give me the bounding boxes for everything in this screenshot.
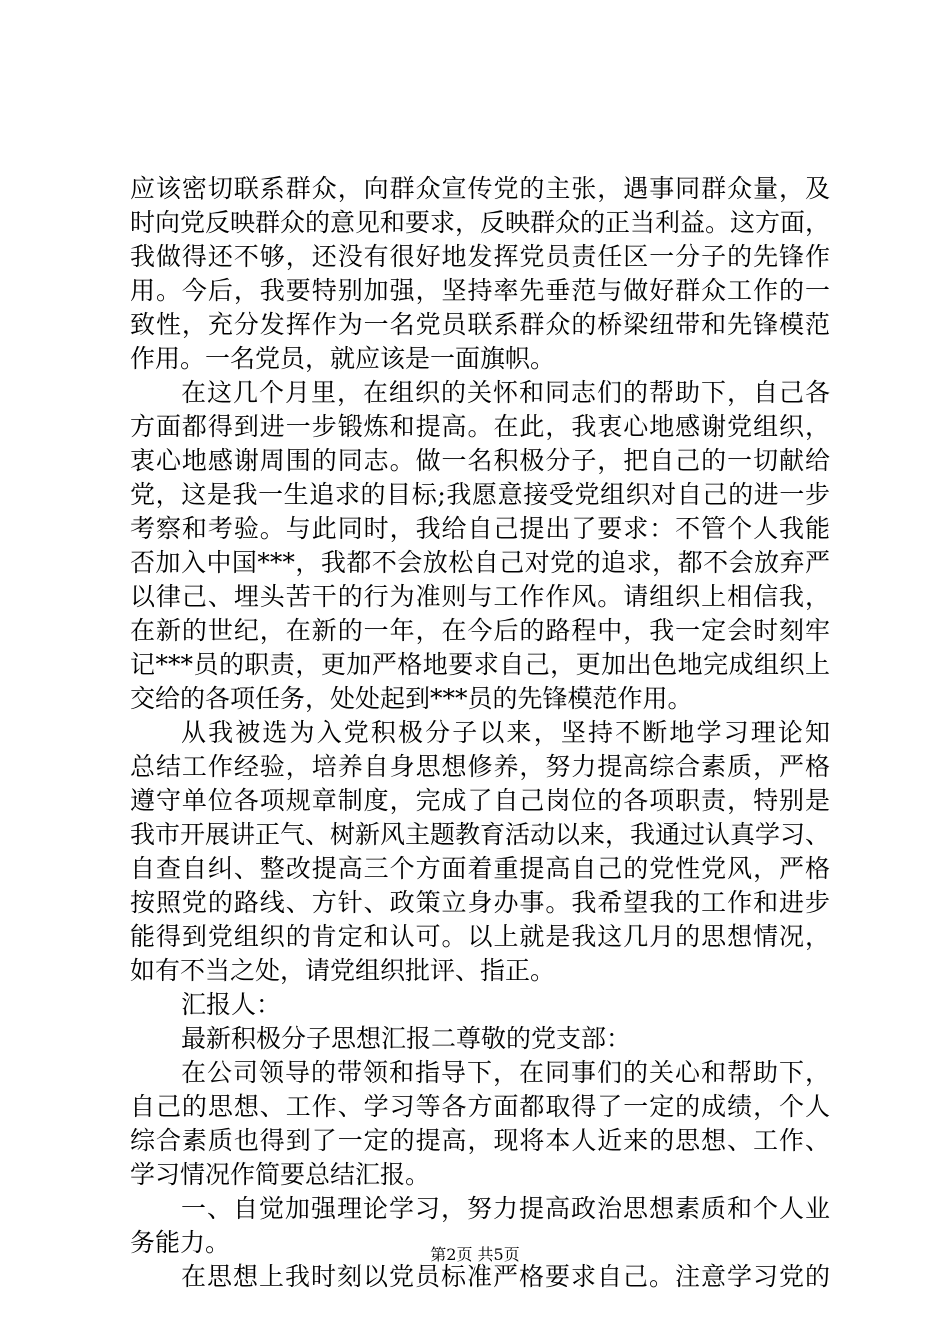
text-line: 在这几个月里，在组织的关怀和同志们的帮助下，自己各 xyxy=(181,378,830,407)
text-line: 用。今后，我要特别加强，坚持率先垂范与做好群众工作的一 xyxy=(130,276,830,305)
text-line: 最新积极分子思想汇报二尊敬的党支部： xyxy=(181,1024,632,1053)
text-line: 能得到党组织的肯定和认可。以上就是我这几月的思想情况， xyxy=(130,922,830,951)
text-line: 汇报人： xyxy=(181,990,282,1019)
text-line: 记***员的职责，更加严格地要求自己，更加出色地完成组织上 xyxy=(130,650,830,679)
text-line: 遵守单位各项规章制度，完成了自己岗位的各项职责，特别是 xyxy=(130,786,830,815)
text-line: 在思想上我时刻以党员标准严格要求自己。注意学习党的 xyxy=(181,1262,830,1291)
text-line: 综合素质也得到了一定的提高，现将本人近来的思想、工作、 xyxy=(130,1126,830,1155)
text-line: 应该密切联系群众，向群众宣传党的主张，遇事同群众量，及 xyxy=(130,174,830,203)
text-line: 在公司领导的带领和指导下，在同事们的关心和帮助下， xyxy=(181,1058,830,1087)
text-line: 考察和考验。与此同时，我给自己提出了要求：不管个人我能 xyxy=(130,514,830,543)
text-line: 自己的思想、工作、学习等各方面都取得了一定的成绩，个人 xyxy=(130,1092,830,1121)
text-line: 如有不当之处，请党组织批评、指正。 xyxy=(130,956,556,985)
text-line: 按照党的路线、方针、政策立身办事。我希望我的工作和进步 xyxy=(130,888,830,917)
text-line: 从我被选为入党积极分子以来，坚持不断地学习理论知 xyxy=(181,718,830,747)
text-line: 自查自纠、整改提高三个方面着重提高自己的党性党风，严格 xyxy=(130,854,830,883)
text-line: 我市开展讲正气、树新风主题教育活动以来，我通过认真学习、 xyxy=(130,820,830,849)
text-line: 总结工作经验，培养自身思想修养，努力提高综合素质，严格 xyxy=(130,752,830,781)
text-line: 方面都得到进一步锻炼和提高。在此，我衷心地感谢党组织， xyxy=(130,412,830,441)
text-line: 我做得还不够，还没有很好地发挥党员责任区一分子的先锋作 xyxy=(130,242,830,271)
text-line: 务能力。 xyxy=(130,1228,231,1257)
text-line: 在新的世纪，在新的一年，在今后的路程中，我一定会时刻牢 xyxy=(130,616,830,645)
text-line: 党，这是我一生追求的目标;我愿意接受党组织对自己的进一步 xyxy=(130,480,830,509)
text-line: 时向党反映群众的意见和要求，反映群众的正当利益。这方面， xyxy=(130,208,830,237)
text-line: 一、自觉加强理论学习，努力提高政治思想素质和个人业 xyxy=(181,1194,830,1223)
text-line: 学习情况作简要总结汇报。 xyxy=(130,1160,431,1189)
text-line: 作用。一名党员，就应该是一面旗帜。 xyxy=(130,344,556,373)
page-footer: 第2页 共5页 xyxy=(430,1245,520,1264)
text-line: 以律己、埋头苦干的行为准则与工作作风。请组织上相信我， xyxy=(130,582,830,611)
text-line: 交给的各项任务，处处起到***员的先锋模范作用。 xyxy=(130,684,693,713)
text-line: 致性，充分发挥作为一名党员联系群众的桥梁纽带和先锋模范 xyxy=(130,310,830,339)
text-line: 衷心地感谢周围的同志。做一名积极分子，把自己的一切献给 xyxy=(130,446,830,475)
text-line: 否加入中国***，我都不会放松自己对党的追求，都不会放弃严 xyxy=(130,548,830,577)
document-body xyxy=(130,172,830,1294)
